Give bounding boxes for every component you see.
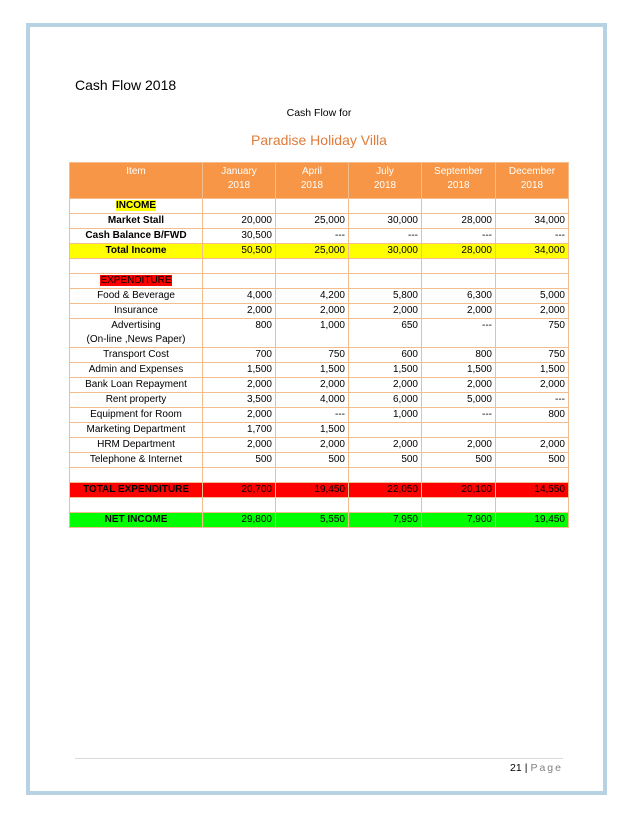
value-cell: 800 — [422, 348, 496, 363]
row-label-cell — [70, 408, 203, 423]
value-cell: 20,700 — [203, 483, 276, 498]
value-cell — [496, 423, 569, 438]
value-cell: 30,000 — [349, 244, 422, 259]
row-label: Admin and Expenses — [88, 364, 184, 375]
value-cell — [349, 199, 422, 214]
column-header-line: Item — [126, 166, 146, 177]
row-label-cell — [70, 438, 203, 453]
row-label: Marketing Department — [86, 424, 186, 435]
value-cell — [496, 468, 569, 483]
value-cell: 800 — [203, 319, 276, 348]
table-row — [70, 483, 569, 498]
footer-separator: | — [524, 762, 528, 774]
column-header-line: December — [508, 166, 556, 177]
value-cell — [349, 274, 422, 289]
value-cell — [496, 274, 569, 289]
row-label: Rent property — [105, 394, 167, 405]
value-cell: 5,000 — [422, 393, 496, 408]
row-label: NET INCOME — [104, 514, 168, 525]
value-cell: 25,000 — [276, 214, 349, 229]
value-cell — [422, 423, 496, 438]
value-cell: 2,000 — [203, 304, 276, 319]
column-header-3 — [349, 163, 422, 199]
table-row — [70, 393, 569, 408]
value-cell: 6,300 — [422, 289, 496, 304]
table-row — [70, 453, 569, 468]
value-cell — [276, 468, 349, 483]
value-cell: 3,500 — [203, 393, 276, 408]
value-cell: 1,000 — [276, 319, 349, 348]
row-label-cell — [70, 453, 203, 468]
value-cell: 34,000 — [496, 244, 569, 259]
value-cell: 2,000 — [276, 438, 349, 453]
table-row — [70, 408, 569, 423]
value-cell: --- — [496, 393, 569, 408]
value-cell: 1,700 — [203, 423, 276, 438]
value-cell: 2,000 — [203, 378, 276, 393]
value-cell — [496, 498, 569, 513]
column-header-1 — [203, 163, 276, 199]
value-cell: --- — [276, 408, 349, 423]
value-cell: 7,900 — [422, 513, 496, 528]
value-cell: 1,500 — [496, 363, 569, 378]
row-label: INCOME — [116, 200, 156, 211]
column-header-line: January — [221, 166, 257, 177]
row-label-cell — [70, 244, 203, 259]
row-label-cell — [70, 214, 203, 229]
value-cell — [203, 468, 276, 483]
table-row — [70, 274, 569, 289]
value-cell: 28,000 — [422, 214, 496, 229]
value-cell: 34,000 — [496, 214, 569, 229]
row-label-cell — [70, 468, 203, 483]
value-cell — [349, 423, 422, 438]
table-row — [70, 319, 569, 348]
column-header-line: 2018 — [373, 180, 397, 191]
value-cell — [276, 259, 349, 274]
value-cell: 2,000 — [349, 304, 422, 319]
value-cell: --- — [422, 408, 496, 423]
column-header-line: September — [434, 166, 483, 177]
value-cell: 1,500 — [276, 423, 349, 438]
value-cell: 500 — [349, 453, 422, 468]
value-cell: 650 — [349, 319, 422, 348]
value-cell — [203, 498, 276, 513]
table-row — [70, 423, 569, 438]
value-cell: 1,500 — [349, 363, 422, 378]
value-cell: 750 — [276, 348, 349, 363]
column-header-line: 2018 — [520, 180, 544, 191]
value-cell: 19,450 — [276, 483, 349, 498]
table-row — [70, 214, 569, 229]
value-cell: 500 — [276, 453, 349, 468]
value-cell: 30,500 — [203, 229, 276, 244]
value-cell: 4,000 — [203, 289, 276, 304]
value-cell: 750 — [496, 319, 569, 348]
page-word: Page — [530, 762, 563, 774]
row-label-cell — [70, 289, 203, 304]
value-cell: 29,800 — [203, 513, 276, 528]
column-header-line: 2018 — [227, 180, 251, 191]
table-body — [70, 199, 569, 528]
value-cell: 19,450 — [496, 513, 569, 528]
value-cell: 700 — [203, 348, 276, 363]
column-header-line: April — [301, 166, 322, 177]
value-cell: 28,000 — [422, 244, 496, 259]
value-cell: 1,500 — [276, 363, 349, 378]
row-label: Cash Balance B/FWD — [85, 230, 187, 241]
row-label-cell — [70, 363, 203, 378]
value-cell: 4,200 — [276, 289, 349, 304]
column-header-line: July — [376, 166, 394, 177]
value-cell — [422, 259, 496, 274]
footer-rule — [75, 758, 563, 759]
value-cell: --- — [349, 229, 422, 244]
value-cell: 6,000 — [349, 393, 422, 408]
villa-name: Paradise Holiday Villa — [251, 132, 387, 148]
value-cell: 22,050 — [349, 483, 422, 498]
value-cell: 2,000 — [422, 304, 496, 319]
value-cell: 20,100 — [422, 483, 496, 498]
table-row — [70, 244, 569, 259]
value-cell: --- — [422, 229, 496, 244]
value-cell — [203, 199, 276, 214]
row-label: TOTAL EXPENDITURE — [82, 484, 190, 495]
table-caption: Cash Flow for — [286, 107, 352, 119]
value-cell: 1,000 — [349, 408, 422, 423]
value-cell: --- — [422, 319, 496, 348]
column-header-line: 2018 — [447, 180, 470, 191]
row-label-cell — [70, 378, 203, 393]
column-header-line: 2018 — [300, 180, 324, 191]
row-label: HRM Department — [97, 439, 175, 450]
table-header — [70, 163, 569, 199]
value-cell: 500 — [203, 453, 276, 468]
row-label: Advertising — [111, 320, 161, 331]
value-cell: 4,000 — [276, 393, 349, 408]
row-label: Transport Cost — [103, 349, 169, 360]
row-label: EXPENDITURE — [100, 275, 172, 286]
cash-flow-table — [69, 162, 569, 528]
row-label-cell — [70, 319, 203, 348]
table-row — [70, 438, 569, 453]
value-cell — [422, 468, 496, 483]
row-label-cell — [70, 483, 203, 498]
value-cell: 2,000 — [422, 378, 496, 393]
row-label: Market Stall — [107, 215, 165, 226]
row-label-cell — [70, 304, 203, 319]
value-cell: 5,800 — [349, 289, 422, 304]
value-cell: 2,000 — [276, 378, 349, 393]
table-row — [70, 348, 569, 363]
table-row — [70, 498, 569, 513]
value-cell — [422, 199, 496, 214]
row-label: Food & Beverage — [97, 290, 175, 301]
value-cell: 30,000 — [349, 214, 422, 229]
row-label-cell — [70, 498, 203, 513]
row-label-cell — [70, 423, 203, 438]
table-row — [70, 513, 569, 528]
table-row — [70, 378, 569, 393]
value-cell: 2,000 — [203, 438, 276, 453]
value-cell: --- — [496, 229, 569, 244]
value-cell — [496, 259, 569, 274]
row-label: Telephone & Internet — [89, 454, 183, 465]
row-label: Total Income — [105, 245, 167, 256]
value-cell — [276, 199, 349, 214]
value-cell: 1,500 — [422, 363, 496, 378]
row-label-cell — [70, 513, 203, 528]
column-header-2 — [276, 163, 349, 199]
value-cell — [349, 259, 422, 274]
column-header-4 — [422, 163, 496, 199]
value-cell: 750 — [496, 348, 569, 363]
value-cell: 500 — [422, 453, 496, 468]
row-label-cell — [70, 274, 203, 289]
value-cell: 2,000 — [349, 378, 422, 393]
value-cell: 7,950 — [349, 513, 422, 528]
value-cell — [276, 274, 349, 289]
value-cell: 2,000 — [276, 304, 349, 319]
value-cell — [203, 259, 276, 274]
table-row — [70, 229, 569, 244]
table-row — [70, 259, 569, 274]
value-cell: 2,000 — [203, 408, 276, 423]
value-cell — [203, 274, 276, 289]
value-cell — [422, 274, 496, 289]
value-cell — [349, 498, 422, 513]
page-footer — [510, 762, 563, 774]
value-cell: 800 — [496, 408, 569, 423]
value-cell — [349, 468, 422, 483]
value-cell: 5,000 — [496, 289, 569, 304]
document-heading: Cash Flow 2018 — [75, 77, 177, 93]
value-cell: 50,500 — [203, 244, 276, 259]
row-label-cell — [70, 199, 203, 214]
value-cell: 14,550 — [496, 483, 569, 498]
row-label-cell — [70, 393, 203, 408]
column-header-0 — [70, 163, 203, 199]
value-cell — [276, 498, 349, 513]
row-label: Equipment for Room — [90, 409, 182, 420]
table-row — [70, 304, 569, 319]
value-cell — [496, 199, 569, 214]
value-cell: 2,000 — [496, 438, 569, 453]
value-cell: 20,000 — [203, 214, 276, 229]
page-number: 21 — [510, 762, 522, 774]
value-cell: 2,000 — [496, 304, 569, 319]
row-label-cell — [70, 259, 203, 274]
value-cell: 1,500 — [203, 363, 276, 378]
row-label-line2: (On-line ,News Paper) — [86, 334, 186, 345]
row-label: Bank Loan Repayment — [85, 379, 187, 390]
value-cell: --- — [276, 229, 349, 244]
value-cell: 2,000 — [496, 378, 569, 393]
row-label: Insurance — [114, 305, 158, 316]
header-row — [70, 163, 569, 199]
value-cell: 2,000 — [422, 438, 496, 453]
row-label-cell — [70, 229, 203, 244]
value-cell: 2,000 — [349, 438, 422, 453]
value-cell — [422, 498, 496, 513]
column-header-5 — [496, 163, 569, 199]
table-row — [70, 468, 569, 483]
value-cell: 5,550 — [276, 513, 349, 528]
value-cell: 500 — [496, 453, 569, 468]
table-row — [70, 199, 569, 214]
value-cell: 600 — [349, 348, 422, 363]
table-row — [70, 363, 569, 378]
value-cell: 25,000 — [276, 244, 349, 259]
row-label-cell — [70, 348, 203, 363]
table-row — [70, 289, 569, 304]
